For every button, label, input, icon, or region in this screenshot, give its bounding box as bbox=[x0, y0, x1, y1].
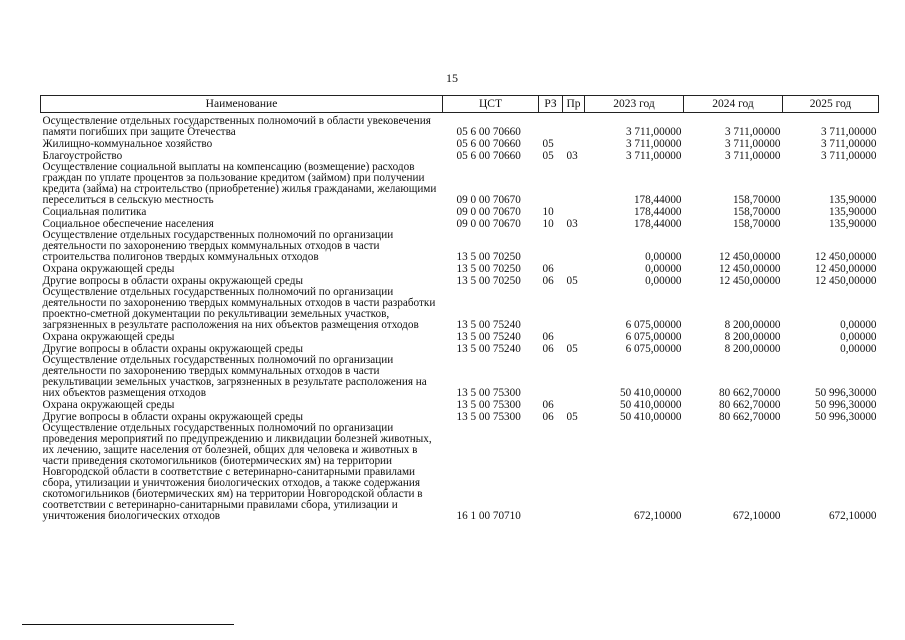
cell-rz bbox=[539, 230, 563, 263]
cell-cst: 16 1 00 70710 bbox=[456, 510, 521, 522]
cell-cst: 13 5 00 75240 bbox=[456, 331, 521, 343]
cell-y2024: 12 450,00000 bbox=[718, 251, 781, 263]
table-row bbox=[41, 162, 879, 206]
cell-y2023: 50 410,00000 bbox=[619, 411, 682, 423]
cell-pr bbox=[563, 287, 585, 331]
cell-rz bbox=[539, 162, 563, 206]
cell-y2023: 0,00000 bbox=[645, 263, 682, 275]
cell-y2024: 12 450,00000 bbox=[718, 275, 781, 287]
cell-y2024: 158,70000 bbox=[732, 218, 781, 230]
header-name: Наименование bbox=[41, 96, 443, 113]
cell-rz: 06 bbox=[542, 343, 554, 355]
cell-y2024: 158,70000 bbox=[732, 194, 781, 206]
cell-y2025: 0,00000 bbox=[840, 319, 877, 331]
cell-cst: 13 5 00 70250 bbox=[456, 251, 521, 263]
cell-name: Осуществление отдельных государственных полномочий по организации проведения мероприятий по предупреждению и ликвидации болезней животных, их лечению, защите населения от болезней, общих для человека и животных в части приведения скотомогильников (биотермических ям) на территории Новгородской области в соответствие с ветеринарно-санитарными правилами сбора, утилизации и уничтожения биологических отходов, а также содержания скотомогильников (биотермических ям) на территории Новгородской области в соответствии с ветеринарно-санитарными правилами сбора, утилизации и уничтожения биологических отходов bbox=[42, 422, 432, 522]
footnote-separator-line bbox=[22, 624, 234, 625]
cell-pr bbox=[563, 230, 585, 263]
cell-cst: 13 5 00 75300 bbox=[456, 399, 521, 411]
cell-y2023: 178,44000 bbox=[633, 194, 682, 206]
cell-y2025: 3 711,00000 bbox=[820, 138, 877, 150]
cell-name: Благоустройство bbox=[42, 150, 123, 162]
cell-name: Жилищно-коммунальное хозяйство bbox=[42, 138, 213, 150]
cell-y2023: 672,10000 bbox=[633, 510, 682, 522]
cell-name: Охрана окружающей среды bbox=[42, 263, 175, 275]
cell-cst: 13 5 00 70250 bbox=[456, 275, 521, 287]
table-row bbox=[41, 206, 879, 218]
cell-rz: 05 bbox=[542, 138, 554, 150]
cell-name: Социальное обеспечение населения bbox=[42, 218, 214, 230]
cell-y2025: 3 711,00000 bbox=[820, 150, 877, 162]
budget-table bbox=[40, 95, 879, 522]
cell-name: Другие вопросы в области охраны окружающей среды bbox=[42, 275, 304, 287]
cell-rz: 06 bbox=[542, 275, 554, 287]
cell-rz: 10 bbox=[542, 218, 554, 230]
table-row bbox=[41, 230, 879, 263]
cell-y2023: 50 410,00000 bbox=[619, 399, 682, 411]
cell-rz bbox=[539, 287, 563, 331]
cell-y2023: 6 075,00000 bbox=[625, 343, 682, 355]
cell-pr bbox=[563, 162, 585, 206]
header-2025: 2025 год bbox=[783, 96, 879, 113]
table-row bbox=[41, 331, 879, 343]
cell-cst: 09 0 00 70670 bbox=[456, 206, 521, 218]
table-row bbox=[41, 355, 879, 399]
table-row bbox=[41, 138, 879, 150]
header-pr: Пр bbox=[563, 96, 585, 113]
table-row bbox=[41, 263, 879, 275]
cell-name: Осуществление отдельных государственных полномочий по организации деятельности по захоронению твердых коммунальных отходов в части разработки проектно-сметной документации по рекультивации земельных участков, загрязненных в результате расположения на них объектов размещения отходов bbox=[42, 286, 436, 331]
cell-cst: 05 6 00 70660 bbox=[456, 138, 521, 150]
cell-pr bbox=[563, 355, 585, 399]
cell-y2023: 3 711,00000 bbox=[625, 150, 682, 162]
cell-y2023: 50 410,00000 bbox=[619, 387, 682, 399]
cell-rz bbox=[539, 423, 563, 522]
cell-y2024: 672,10000 bbox=[732, 510, 781, 522]
cell-rz: 05 bbox=[542, 150, 554, 162]
cell-pr: 05 bbox=[566, 343, 578, 355]
cell-y2024: 158,70000 bbox=[732, 206, 781, 218]
cell-cst: 05 6 00 70660 bbox=[456, 126, 521, 138]
cell-y2025: 135,90000 bbox=[828, 206, 877, 218]
cell-y2025: 135,90000 bbox=[828, 218, 877, 230]
cell-pr bbox=[563, 113, 585, 139]
cell-cst: 13 5 00 75240 bbox=[456, 343, 521, 355]
cell-y2024: 8 200,00000 bbox=[724, 331, 781, 343]
cell-name: Осуществление отдельных государственных полномочий по организации деятельности по захоронению твердых коммунальных отходов в части рекультивации земельных участков, загрязненных в результате расположения на них объектов размещения отходов bbox=[42, 354, 427, 399]
cell-name: Социальная политика bbox=[42, 206, 147, 218]
cell-pr bbox=[563, 331, 585, 343]
cell-y2023: 6 075,00000 bbox=[625, 319, 682, 331]
cell-name: Другие вопросы в области охраны окружающей среды bbox=[42, 343, 304, 355]
cell-y2025: 50 996,30000 bbox=[814, 387, 877, 399]
table-row bbox=[41, 423, 879, 522]
cell-y2024: 8 200,00000 bbox=[724, 319, 781, 331]
cell-y2025: 50 996,30000 bbox=[814, 411, 877, 423]
cell-pr: 05 bbox=[566, 411, 578, 423]
cell-y2024: 80 662,70000 bbox=[718, 387, 781, 399]
cell-y2025: 50 996,30000 bbox=[814, 399, 877, 411]
cell-cst: 09 0 00 70670 bbox=[456, 218, 521, 230]
table-row bbox=[41, 399, 879, 411]
cell-cst: 13 5 00 75300 bbox=[456, 387, 521, 399]
cell-y2023: 3 711,00000 bbox=[625, 138, 682, 150]
table-header-row bbox=[41, 96, 879, 113]
cell-rz: 06 bbox=[542, 331, 554, 343]
cell-y2024: 80 662,70000 bbox=[718, 399, 781, 411]
cell-y2025: 672,10000 bbox=[828, 510, 877, 522]
cell-pr bbox=[563, 423, 585, 522]
cell-pr bbox=[563, 263, 585, 275]
cell-cst: 05 6 00 70660 bbox=[456, 150, 521, 162]
cell-y2024: 80 662,70000 bbox=[718, 411, 781, 423]
cell-name: Другие вопросы в области охраны окружающей среды bbox=[42, 411, 304, 423]
header-2023: 2023 год bbox=[585, 96, 684, 113]
cell-y2023: 0,00000 bbox=[645, 275, 682, 287]
cell-cst: 09 0 00 70670 bbox=[456, 194, 521, 206]
header-cst: ЦСТ bbox=[443, 96, 539, 113]
cell-pr bbox=[563, 206, 585, 218]
cell-y2025: 3 711,00000 bbox=[820, 126, 877, 138]
page-number: 15 bbox=[446, 71, 458, 85]
header-2024: 2024 год bbox=[684, 96, 783, 113]
cell-y2023: 178,44000 bbox=[633, 218, 682, 230]
cell-cst: 13 5 00 75300 bbox=[456, 411, 521, 423]
cell-cst: 13 5 00 70250 bbox=[456, 263, 521, 275]
cell-y2025: 0,00000 bbox=[840, 343, 877, 355]
table-row bbox=[41, 287, 879, 331]
header-rz: РЗ bbox=[539, 96, 563, 113]
cell-pr bbox=[563, 138, 585, 150]
cell-name: Осуществление социальной выплаты на компенсацию (возмещение) расходов граждан по уплате процентов за пользование кредитом (займом) при получении кредита (займа) на строительство (приобретение) жилья гражданами, желающими переселиться в сельскую местность bbox=[42, 161, 437, 206]
cell-y2023: 178,44000 bbox=[633, 206, 682, 218]
cell-y2025: 12 450,00000 bbox=[814, 251, 877, 263]
cell-name: Охрана окружающей среды bbox=[42, 399, 175, 411]
cell-cst: 13 5 00 75240 bbox=[456, 319, 521, 331]
cell-y2024: 8 200,00000 bbox=[724, 343, 781, 355]
cell-y2024: 3 711,00000 bbox=[724, 126, 781, 138]
cell-y2025: 12 450,00000 bbox=[814, 263, 877, 275]
cell-y2025: 135,90000 bbox=[828, 194, 877, 206]
cell-name: Осуществление отдельных государственных полномочий в области увековечения памяти погибших при защите Отечества bbox=[42, 115, 431, 138]
cell-rz: 06 bbox=[542, 399, 554, 411]
cell-rz bbox=[539, 355, 563, 399]
cell-y2023: 0,00000 bbox=[645, 251, 682, 263]
cell-pr bbox=[563, 399, 585, 411]
cell-rz: 06 bbox=[542, 263, 554, 275]
cell-name: Осуществление отдельных государственных полномочий по организации деятельности по захоронению твердых коммунальных отходов в части строительства полигонов твердых коммунальных отходов bbox=[42, 229, 394, 263]
cell-rz: 10 bbox=[542, 206, 554, 218]
cell-y2023: 6 075,00000 bbox=[625, 331, 682, 343]
table-row bbox=[41, 113, 879, 139]
cell-y2025: 12 450,00000 bbox=[814, 275, 877, 287]
cell-rz: 06 bbox=[542, 411, 554, 423]
cell-y2024: 12 450,00000 bbox=[718, 263, 781, 275]
cell-y2024: 3 711,00000 bbox=[724, 150, 781, 162]
cell-pr: 03 bbox=[566, 150, 578, 162]
cell-y2024: 3 711,00000 bbox=[724, 138, 781, 150]
cell-pr: 03 bbox=[566, 218, 578, 230]
cell-pr: 05 bbox=[566, 275, 578, 287]
cell-rz bbox=[539, 113, 563, 139]
cell-y2023: 3 711,00000 bbox=[625, 126, 682, 138]
cell-y2025: 0,00000 bbox=[840, 331, 877, 343]
cell-name: Охрана окружающей среды bbox=[42, 331, 175, 343]
